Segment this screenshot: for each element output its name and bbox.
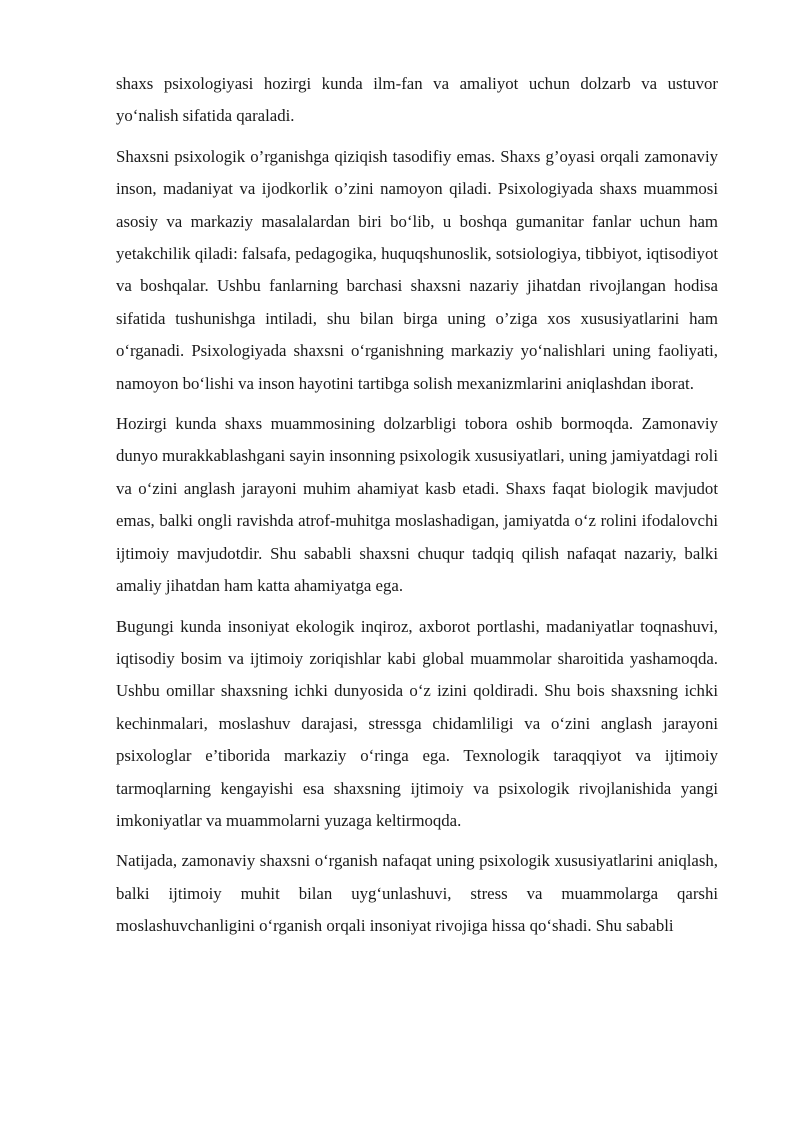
paragraph-personality-study: Shaxsni psixologik o’rganishga qiziqish tasodifiy emas. Shaxs g’oyasi orqali zamonaviy inson, madaniyat va ijodkorlik o’zini namoyon qiladi. Psixologiyada shaxs muammosi asosiy va markaziy masalalardan biri bo‘lib, u boshqa gumanitar fanlar uchun ham yetakchilik qiladi: falsafa, pedagogika, huquqshunoslik, sotsiologiya, tibbiyot, iqtisodiyot va boshqalar. Ushbu fanlarning barchasi shaxsni nazariy jihatdan rivojlangan hodisa sifatida tushunishga intiladi, shu bilan birga uning o’ziga xos xususiyatlarini ham o‘rganadi. Psixologiyada shaxsni o‘rganishning markaziy yo‘nalishlari uning faoliyati, namoyon bo‘lishi va inson hayotini tartibga solish mexanizmlarini aniqlashdan iborat.	[116, 146, 718, 393]
paragraph-relevance: Hozirgi kunda shaxs muammosining dolzarbligi tobora oshib bormoqda. Zamonaviy dunyo murakkablashgani sayin insonning psixologik xususiyatlari, uning jamiyatdagi roli va o‘zini anglash jarayoni muhim ahamiyat kasb etadi. Shaxs faqat biologik mavjudot emas, balki ongli ravishda atrof-muhitga moslashadigan, jamiyatda o‘z rolini ifodalovchi ijtimoiy mavjudotdir. Shu sababli shaxsni chuqur tadqiq qilish nafaqat nazariy, balki amaliy jihatdan ham katta ahamiyatga ega.	[116, 414, 718, 596]
paragraph-conclusion: Natijada, zamonaviy shaxsni o‘rganish nafaqat uning psixologik xususiyatlarini aniqlash, balki ijtimoiy muhit bilan uyg‘unlashuvi, stress va muammolarga qarshi moslashuvchanligini o‘rganish orqali insoniyat rivojiga hissa qo‘shadi. Shu sababli	[116, 851, 718, 936]
paragraph-continuation: shaxs psixologiyasi hozirgi kunda ilm-fan va amaliyot uchun dolzarb va ustuvor yo‘nalish sifatida qaraladi.	[116, 74, 718, 126]
paragraph-global-problems: Bugungi kunda insoniyat ekologik inqiroz, axborot portlashi, madaniyatlar toqnashuvi, iqtisodiy bosim va ijtimoiy zoriqishlar kabi global muammolar sharoitida yashamoqda. Ushbu omillar shaxsning ichki dunyosida o‘z izini qoldiradi. Shu bois shaxsning ichki kechinmalari, moslashuv darajasi, stressga chidamliligi va o‘zini anglash jarayoni psixologlar e’tiborida markaziy o‘ringa ega. Texnologik taraqqiyot va ijtimoiy tarmoqlarning kengayishi esa shaxsning ijtimoiy va psixologik rivojlanishida yangi imkoniyatlar va muammolarni yuzaga keltirmoqda.	[116, 616, 718, 830]
